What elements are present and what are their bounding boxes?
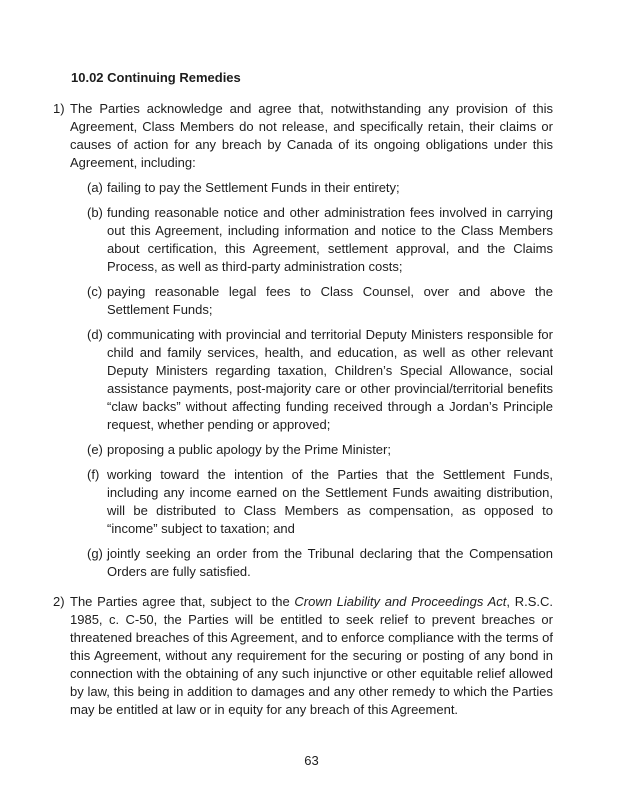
page-number: 63 [304,753,319,768]
list-item-c-text: paying reasonable legal fees to Class Counsel, over and above the Settlement Funds; [107,284,553,317]
list-item-f-text: working toward the intention of the Parties that the Settlement Funds, including any income earned on the Settlement Funds awaiting distribution, will be distributed to Class Members as compensation, as opposed to “income” subject to taxation; and [107,467,553,536]
section-heading: 10.02 Continuing Remedies [71,70,241,85]
paragraph-1 [53,100,553,172]
paragraph-2-text-before: The Parties agree that, subject to the [70,594,295,609]
list-item-g-marker: (g) [87,546,103,561]
list-item-a [87,179,553,197]
list-item-b [87,204,553,276]
paragraph-2-text-after: , R.S.C. 1985, c. C-50, the Parties will be entitled to seek relief to prevent breaches or threatened breaches of this Agreement, and to enforce compliance with the terms of this Agreement, without any requirement for the securing or posting of any bond in connection with the obtaining of any such injunctive or other equitable relief allowed by law, this being in addition to damages and any other remedy to which the Parties may be entitled at law or in equity for any breach of this Agreement. [70,594,553,717]
paragraph-2 [53,593,553,719]
list-item-e [87,441,553,459]
list-item-c-marker: (c) [87,284,103,299]
list-item-e-marker: (e) [87,442,103,457]
list-item-f-marker: (f) [87,467,100,482]
list-item-d-marker: (d) [87,327,103,342]
list-item-d [87,326,553,434]
list-item-a-marker: (a) [87,180,103,195]
list-item-e-text: proposing a public apology by the Prime Minister; [107,442,391,457]
list-item-b-marker: (b) [87,205,103,220]
list-item-g-text: jointly seeking an order from the Tribunal declaring that the Compensation Orders are fully satisfied. [107,546,553,579]
list-item-c [87,283,553,319]
list-item-a-text: failing to pay the Settlement Funds in their entirety; [107,180,400,195]
paragraph-1-text: The Parties acknowledge and agree that, notwithstanding any provision of this Agreement, Class Members do not release, and specifically retain, their claims or causes of action for any breach by Canada of its ongoing obligations under this Agreement, including: [70,101,553,170]
paragraph-1-marker: 1) [53,101,65,116]
list-item-b-text: funding reasonable notice and other administration fees involved in carrying out this Agreement, including information and notice to the Class Members about certification, this Agreement, settlement approval, and the Claims Process, as well as third-party administration costs; [107,205,553,274]
paragraph-2-marker: 2) [53,594,65,609]
paragraph-2-statute-name: Crown Liability and Proceedings Act [294,594,507,609]
list-item-d-text: communicating with provincial and territorial Deputy Ministers responsible for child and family services, health, and education, as well as other relevant Deputy Ministers regarding taxation, Children’s Special Allowance, social assistance payments, post-majority care or other provincial/territorial benefits “claw backs” without affecting funding received through a Jordan’s Principle request, whether pending or approved; [107,327,553,432]
list-item-f [87,466,553,538]
list-item-g [87,545,553,581]
